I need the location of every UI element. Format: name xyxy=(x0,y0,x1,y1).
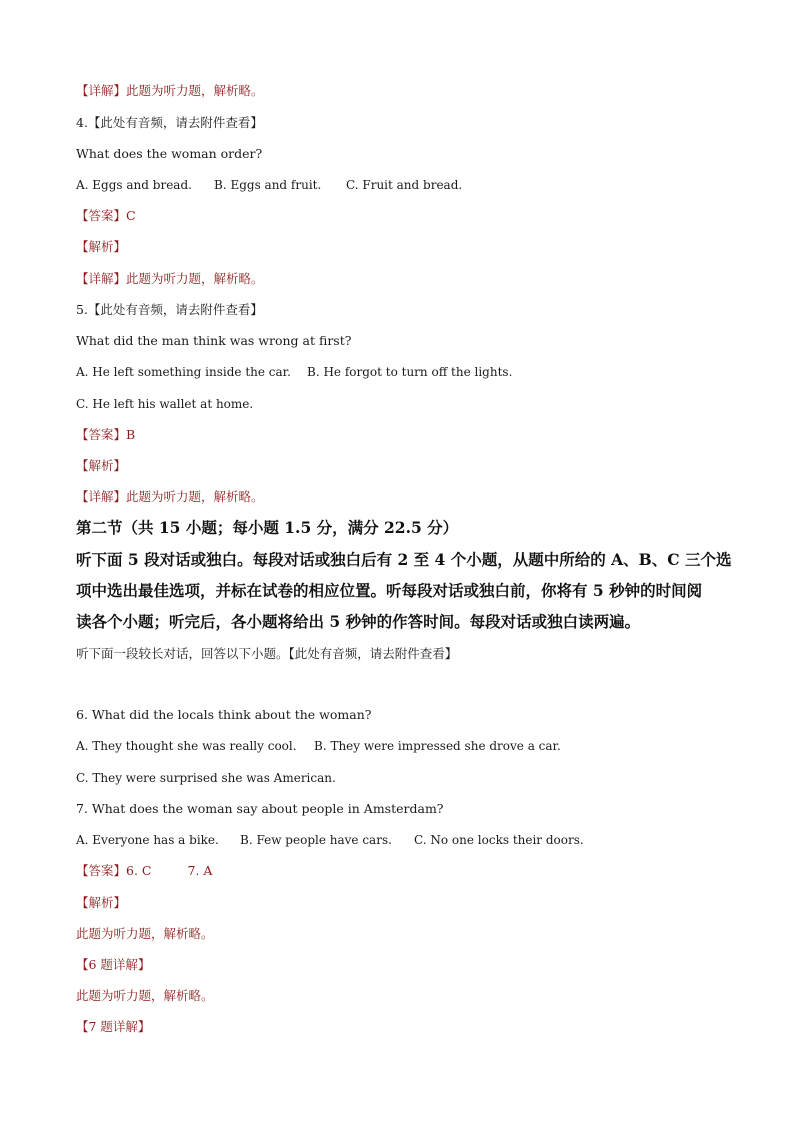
q4-header: 4.【此处有音频，请去附件查看】 xyxy=(76,115,263,130)
q6-option-c: C. They were surprised she was American. xyxy=(76,771,336,785)
group67-answer xyxy=(76,863,212,879)
q4-question: What does the woman order? xyxy=(76,146,263,161)
section2-instruction-1: 听下面 5 段对话或独白。每段对话或独白后有 2 至 4 个小题，从题中所给的 A、B、C 三个选 xyxy=(76,550,732,569)
q5-option-b: B. He forgot to turn off the lights. xyxy=(307,365,513,379)
group67-answer-6: 6. C xyxy=(126,863,152,878)
q4-option-c: C. Fruit and bread. xyxy=(346,178,463,192)
q4-option-a: A. Eggs and bread. xyxy=(76,178,192,192)
group67-analysis-text: 此题为听力题，解析略。 xyxy=(76,926,214,941)
section2-instruction-3: 读各个小题；听完后，各小题将给出 5 秒钟的作答时间。每段对话或独白读两遍。 xyxy=(76,612,641,631)
q5-option-c: C. He left his wallet at home. xyxy=(76,397,254,411)
q4-answer xyxy=(76,208,136,224)
section2-instruction-2: 项中选出最佳选项，并标在试卷的相应位置。听每段对话或独白前，你将有 5 秒钟的时间阅 xyxy=(76,581,703,600)
group67-answer-7: 7. A xyxy=(187,863,213,878)
q6-detail-tag: 【6 题详解】 xyxy=(76,957,151,972)
q5-answer xyxy=(76,427,135,443)
q6-option-a: A. They thought she was really cool. xyxy=(76,739,297,753)
q5-answer-tag: 【答案】 xyxy=(76,427,127,442)
q7-question: 7. What does the woman say about people in Amsterdam? xyxy=(76,801,444,816)
section2-lead: 听下面一段较长对话，回答以下小题。【此处有音频，请去附件查看】 xyxy=(76,646,458,661)
section2-title: 第二节（共 15 小题；每小题 1.5 分，满分 22.5 分） xyxy=(76,518,459,537)
q7-option-c: C. No one locks their doors. xyxy=(414,833,584,847)
q4-answer-tag: 【答案】 xyxy=(76,208,127,223)
group67-answer-tag: 【答案】 xyxy=(76,863,127,878)
q6-question: 6. What did the locals think about the woman? xyxy=(76,707,372,722)
group67-analysis: 【解析】 xyxy=(76,895,127,910)
q5-detail: 【详解】此题为听力题，解析略。 xyxy=(76,489,264,504)
q5-question: What did the man think was wrong at first? xyxy=(76,333,352,348)
q5-answer-value: B xyxy=(126,427,136,442)
q4-detail: 【详解】此题为听力题，解析略。 xyxy=(76,271,264,286)
q3-detail: 【详解】此题为听力题，解析略。 xyxy=(76,83,264,98)
q4-option-b: B. Eggs and fruit. xyxy=(214,178,322,192)
q5-header: 5.【此处有音频，请去附件查看】 xyxy=(76,302,263,317)
q4-analysis: 【解析】 xyxy=(76,239,127,254)
q7-detail-tag: 【7 题详解】 xyxy=(76,1019,151,1034)
q4-answer-value: C xyxy=(126,208,136,223)
q7-option-a: A. Everyone has a bike. xyxy=(76,833,219,847)
q6-detail-text: 此题为听力题，解析略。 xyxy=(76,988,214,1003)
q6-option-b: B. They were impressed she drove a car. xyxy=(314,739,561,753)
q7-option-b: B. Few people have cars. xyxy=(240,833,392,847)
q5-analysis: 【解析】 xyxy=(76,458,127,473)
q5-option-a: A. He left something inside the car. xyxy=(76,365,291,379)
